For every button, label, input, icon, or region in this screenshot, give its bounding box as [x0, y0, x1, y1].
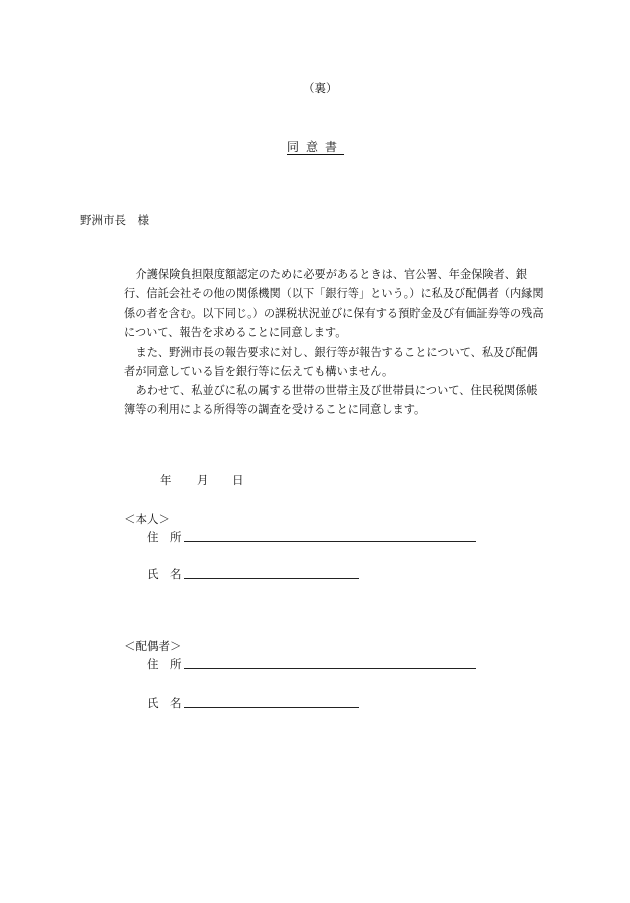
- self-name-label: 氏 名: [147, 567, 182, 581]
- date-month-label: 月: [197, 473, 209, 487]
- date-day-label: 日: [232, 473, 244, 487]
- document-title: 同意書: [287, 140, 345, 154]
- date-year-label: 年: [160, 473, 172, 487]
- self-section-label: ＜本人＞: [124, 512, 170, 526]
- self-address-line: [184, 541, 476, 542]
- spouse-name-line: [184, 707, 359, 708]
- page-heading: （裏）: [303, 81, 338, 95]
- spouse-address-line: [184, 668, 476, 669]
- consent-paragraph-3: あわせて、私並びに私の属する世帯の世帯主及び世帯員について、住民税関係帳簿等の利用による所得等の調査を受けることに同意します。: [124, 384, 538, 417]
- spouse-section-label: ＜配偶者＞: [124, 639, 182, 653]
- consent-paragraph-2: また、野洲市長の報告要求に対し、銀行等が報告することについて、私及び配偶者が同意している旨を銀行等に伝えても構いません。: [124, 346, 538, 379]
- spouse-name-label: 氏 名: [147, 696, 182, 710]
- consent-paragraph-1: 介護保険負担限度額認定のために必要があるときは、官公署、年金保険者、銀行、信託会社その他の関係機関（以下「銀行等」という。）に私及び配偶者（内縁関係の者を含む。以下同じ。）の課税状況並びに保有する預貯金及び有価証券等の残高について、報告を求めることに同意します。: [124, 268, 544, 340]
- self-name-line: [184, 578, 359, 579]
- self-address-label: 住 所: [147, 530, 182, 544]
- spouse-address-label: 住 所: [147, 657, 182, 671]
- addressee: 野洲市長 様: [80, 213, 149, 227]
